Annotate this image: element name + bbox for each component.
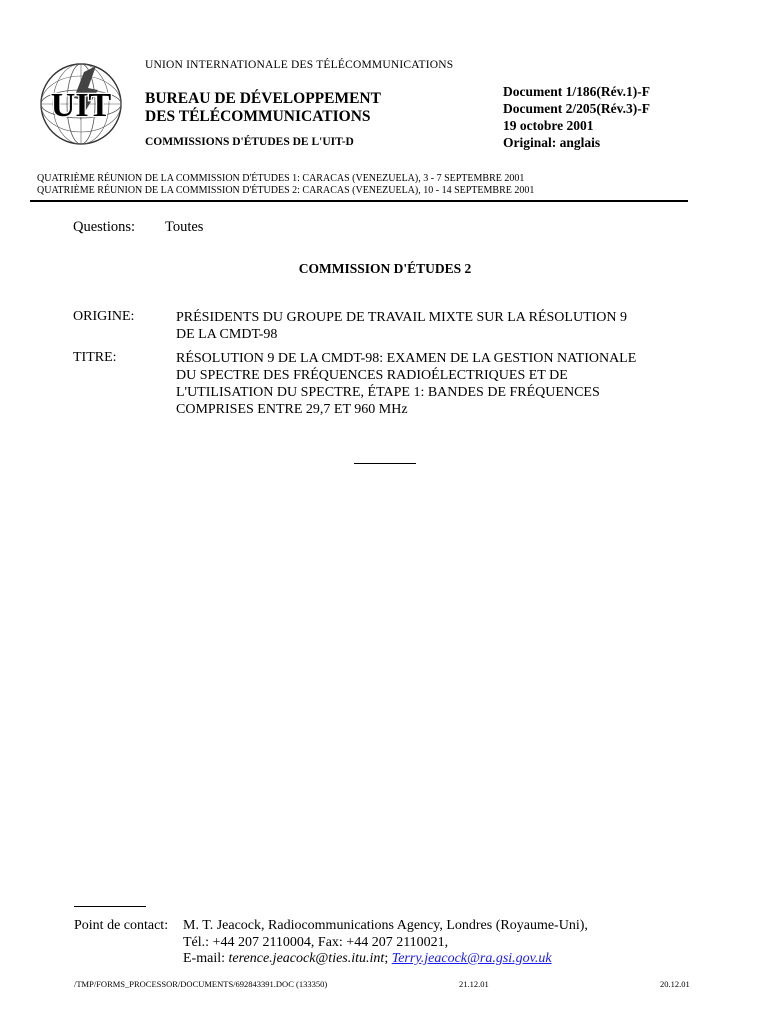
titre-line-4: COMPRISES ENTRE 29,7 ET 960 MHz: [176, 402, 408, 417]
titre-line-3: L'UTILISATION DU SPECTRE, ÉTAPE 1: BANDES DE FRÉQUENCES: [176, 385, 600, 400]
organization-name: UNION INTERNATIONALE DES TÉLÉCOMMUNICATIONS: [145, 59, 454, 71]
email-separator: ;: [384, 951, 392, 966]
questions-value: Toutes: [165, 219, 204, 235]
document-date: 19 octobre 2001: [503, 118, 594, 133]
itu-logo: [36, 58, 126, 150]
bureau-title: [145, 90, 381, 126]
contact-details: [183, 918, 588, 968]
titre-value: [176, 350, 706, 418]
email-itu: terence.jeacock@ties.itu.int: [228, 951, 385, 966]
email-link-ra[interactable]: Terry.jeacock@ra.gsi.gov.uk: [391, 951, 552, 966]
titre-line-1: RÉSOLUTION 9 DE LA CMDT-98: EXAMEN DE LA GESTION NATIONALE: [176, 351, 637, 366]
email-prefix: E-mail:: [183, 951, 229, 966]
document-ref-1: Document 1/186(Rév.1)-F: [503, 84, 650, 99]
meeting-line-2: QUATRIÈME RÉUNION DE LA COMMISSION D'ÉTUDES 2: CARACAS (VENEZUELA), 10 - 14 SEPTEMBRE 2001: [37, 185, 535, 196]
contact-email-line: [183, 951, 588, 968]
contact-line-2: Tél.: +44 207 2110004, Fax: +44 207 2110021,: [183, 934, 449, 950]
bureau-line-1: BUREAU DE DÉVELOPPEMENT: [145, 90, 381, 107]
footer-file-path: /TMP/FORMS_PROCESSOR/DOCUMENTS/692843391.DOC (133350): [74, 979, 328, 989]
footer-date-2: 20.12.01: [660, 979, 690, 989]
meeting-line-1: QUATRIÈME RÉUNION DE LA COMMISSION D'ÉTUDES 1: CARACAS (VENEZUELA), 3 - 7 SEPTEMBRE 2001: [37, 173, 525, 184]
footnote-separator: [74, 906, 146, 907]
origine-value: [176, 309, 706, 343]
bureau-line-2: DES TÉLÉCOMMUNICATIONS: [145, 108, 371, 125]
origine-label: ORIGINE:: [73, 309, 135, 324]
logo-text: UIT: [50, 87, 112, 124]
document-ref-2: Document 2/205(Rév.3)-F: [503, 101, 650, 116]
contact-label: Point de contact:: [74, 918, 169, 933]
contact-line-1: M. T. Jeacock, Radiocommunications Agency, Londres (Royaume-Uni),: [183, 918, 588, 933]
origine-line-1: PRÉSIDENTS DU GROUPE DE TRAVAIL MIXTE SUR LA RÉSOLUTION 9: [176, 310, 628, 325]
titre-label: TITRE:: [73, 350, 117, 365]
document-reference-block: [503, 83, 650, 151]
commissions-subtitle: COMMISSIONS D'ÉTUDES DE L'UIT-D: [145, 136, 354, 148]
section-separator: [354, 463, 416, 464]
header-divider: [30, 200, 688, 202]
meetings-block: [37, 173, 534, 197]
commission-title: COMMISSION D'ÉTUDES 2: [298, 261, 472, 276]
questions-label: Questions:: [73, 219, 136, 235]
original-language: Original: anglais: [503, 135, 601, 150]
footer-date-1: 21.12.01: [459, 979, 489, 989]
titre-line-2: DU SPECTRE DES FRÉQUENCES RADIOÉLECTRIQUES ET DE: [176, 368, 568, 383]
origine-line-2: DE LA CMDT-98: [176, 327, 278, 342]
